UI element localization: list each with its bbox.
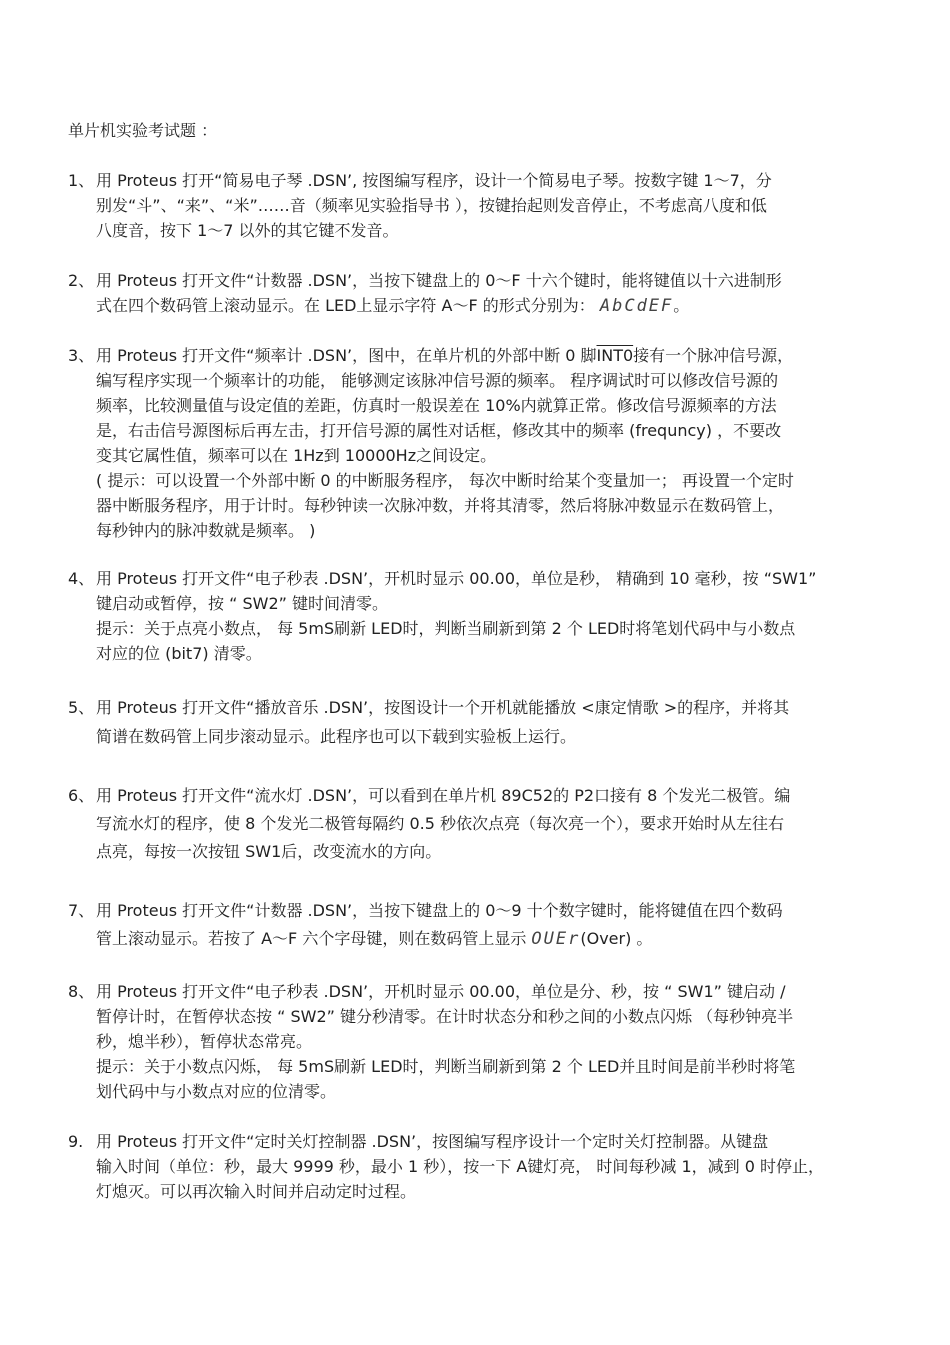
question-text-tail: 。 bbox=[673, 296, 690, 315]
question-line: 频率，比较测量值与设定值的差距，仿真时一般误差在 10%内就算正常。修改信号源频率的方法 bbox=[96, 396, 777, 415]
question-line: 器中断服务程序，用于计时。每秒钟读一次脉冲数，并将其清零，然后将脉冲数显示在数码管上， bbox=[96, 496, 785, 515]
question-line: 提示：关于点亮小数点， 每 5mS刷新 LED时，判断当刷新到第 2 个 LED时将笔划代码中与小数点 bbox=[96, 619, 796, 638]
question-2 bbox=[68, 268, 908, 319]
question-text: 用 Proteus 打开文件“频率计 .DSN’，图中，在单片机的外部中断 0 脚 bbox=[96, 346, 597, 365]
question-line: 点亮，每按一次按钮 SW1后，改变流水的方向。 bbox=[96, 842, 442, 861]
question-line: 用 Proteus 打开文件“计数器 .DSN’，当按下键盘上的 0～F 十六个键时，能将键值以十六进制形 bbox=[96, 271, 782, 290]
question-line: 简谱在数码管上同步滚动显示。此程序也可以下载到实验板上运行。 bbox=[96, 727, 577, 746]
question-line: 用 Proteus 打开文件“电子秒表 .DSN’，开机时显示 00.00，单位是分、秒，按 “ SW1” 键启动 / bbox=[96, 982, 786, 1001]
question-line: 对应的位 (bit7) 清零。 bbox=[96, 644, 262, 663]
question-line bbox=[96, 925, 908, 953]
question-line: 写流水灯的程序，使 8 个发光二极管每隔约 0.5 秒依次点亮（每次亮一个），要求开始时从左往右 bbox=[96, 814, 784, 833]
question-7 bbox=[68, 897, 908, 953]
question-line bbox=[96, 343, 908, 368]
question-line: 变其它属性值，频率可以在 1Hz到 10000Hz之间设定。 bbox=[96, 446, 497, 465]
question-line: 暂停计时，在暂停状态按 “ SW2” 键分秒清零。在计时状态分和秒之间的小数点闪烁 （每秒钟亮半 bbox=[96, 1007, 794, 1026]
question-line: 编写程序实现一个频率计的功能， 能够测定该脉冲信号源的频率。 程序调试时可以修改信号源的 bbox=[96, 371, 779, 390]
question-text: 式在四个数码管上滚动显示。在 LED上显示字符 A～F 的形式分别为： bbox=[96, 296, 595, 315]
question-line: 划代码中与小数点对应的位清零。 bbox=[96, 1082, 337, 1101]
page-title: 单片机实验考试题 ： bbox=[68, 121, 218, 140]
question-1 bbox=[68, 168, 908, 243]
question-line: 灯熄灭。可以再次输入时间并启动定时过程。 bbox=[96, 1182, 417, 1201]
question-line: 用 Proteus 打开文件“电子秒表 .DSN’，开机时显示 00.00，单位是秒， 精确到 10 毫秒，按 “SW1” bbox=[96, 569, 817, 588]
question-line: 用 Proteus 打开文件“播放音乐 .DSN’，按图设计一个开机就能播放 <康定情歌 >的程序，并将其 bbox=[96, 698, 790, 717]
question-line: 用 Proteus 打开文件“计数器 .DSN’，当按下键盘上的 0～9 十个数字键时，能将键值在四个数码 bbox=[96, 901, 783, 920]
question-line: 键启动或暂停，按 “ SW2” 键时间清零。 bbox=[96, 594, 388, 613]
question-line: 用 Proteus 打开文件“定时关灯控制器 .DSN’，按图编写程序设计一个定时关灯控制器。从键盘 bbox=[96, 1132, 769, 1151]
question-number: 7、 bbox=[68, 901, 95, 920]
question-number: 8、 bbox=[68, 982, 95, 1001]
question-4 bbox=[68, 566, 908, 666]
question-9 bbox=[68, 1129, 908, 1204]
question-number: 2、 bbox=[68, 271, 95, 290]
question-line: 用 Proteus 打开“简易电子琴 .DSN’, 按图编写程序，设计一个简易电子琴。按数字键 1～7，分 bbox=[96, 171, 772, 190]
question-line: 输入时间（单位：秒，最大 9999 秒，最小 1 秒），按一下 A键灯亮， 时间每秒减 1，减到 0 时停止， bbox=[96, 1157, 824, 1176]
question-line: 用 Proteus 打开文件“流水灯 .DSN’，可以看到在单片机 89C52的 P2口接有 8 个发光二极管。编 bbox=[96, 786, 791, 805]
question-number: 6、 bbox=[68, 786, 95, 805]
question-line: 每秒钟内的脉冲数就是频率。 ) bbox=[96, 521, 316, 540]
question-number: 9. bbox=[68, 1132, 84, 1151]
question-line bbox=[96, 293, 908, 319]
question-text-tail: 接有一个脉冲信号源， bbox=[633, 346, 794, 365]
question-line: 别发“斗”、“来”、“米”……音（频率见实验指导书 ），按键抬起则发音停止，不考虑高八度和低 bbox=[96, 196, 767, 215]
question-text: 管上滚动显示。若按了 A～F 六个字母键，则在数码管上显示 bbox=[96, 929, 527, 948]
question-line: 提示：关于小数点闪烁， 每 5mS刷新 LED时，判断当刷新到第 2 个 LED并且时间是前半秒时将笔 bbox=[96, 1057, 796, 1076]
question-number: 1、 bbox=[68, 171, 95, 190]
question-line: 是，右击信号源图标后再左击，打开信号源的属性对话框，修改其中的频率 (frequncy) ，不要改 bbox=[96, 421, 782, 440]
question-line: 秒，熄半秒），暂停状态常亮。 bbox=[96, 1032, 313, 1051]
segment-display-text: AbCdEF bbox=[599, 296, 674, 316]
question-number: 4、 bbox=[68, 569, 95, 588]
question-8 bbox=[68, 979, 908, 1104]
question-5 bbox=[68, 695, 908, 749]
question-6 bbox=[68, 782, 908, 866]
question-3 bbox=[68, 343, 908, 543]
question-line: ( 提示：可以设置一个外部中断 0 的中断服务程序， 每次中断时给某个变量加一； 再设置一个定时 bbox=[96, 471, 794, 490]
question-line: 八度音，按下 1～7 以外的其它键不发音。 bbox=[96, 221, 399, 240]
interrupt-pin-label: INT0 bbox=[596, 346, 634, 365]
question-text-tail: (Over) 。 bbox=[580, 929, 653, 948]
segment-display-text: OUEr bbox=[531, 929, 581, 949]
question-number: 3、 bbox=[68, 346, 95, 365]
question-number: 5、 bbox=[68, 698, 95, 717]
